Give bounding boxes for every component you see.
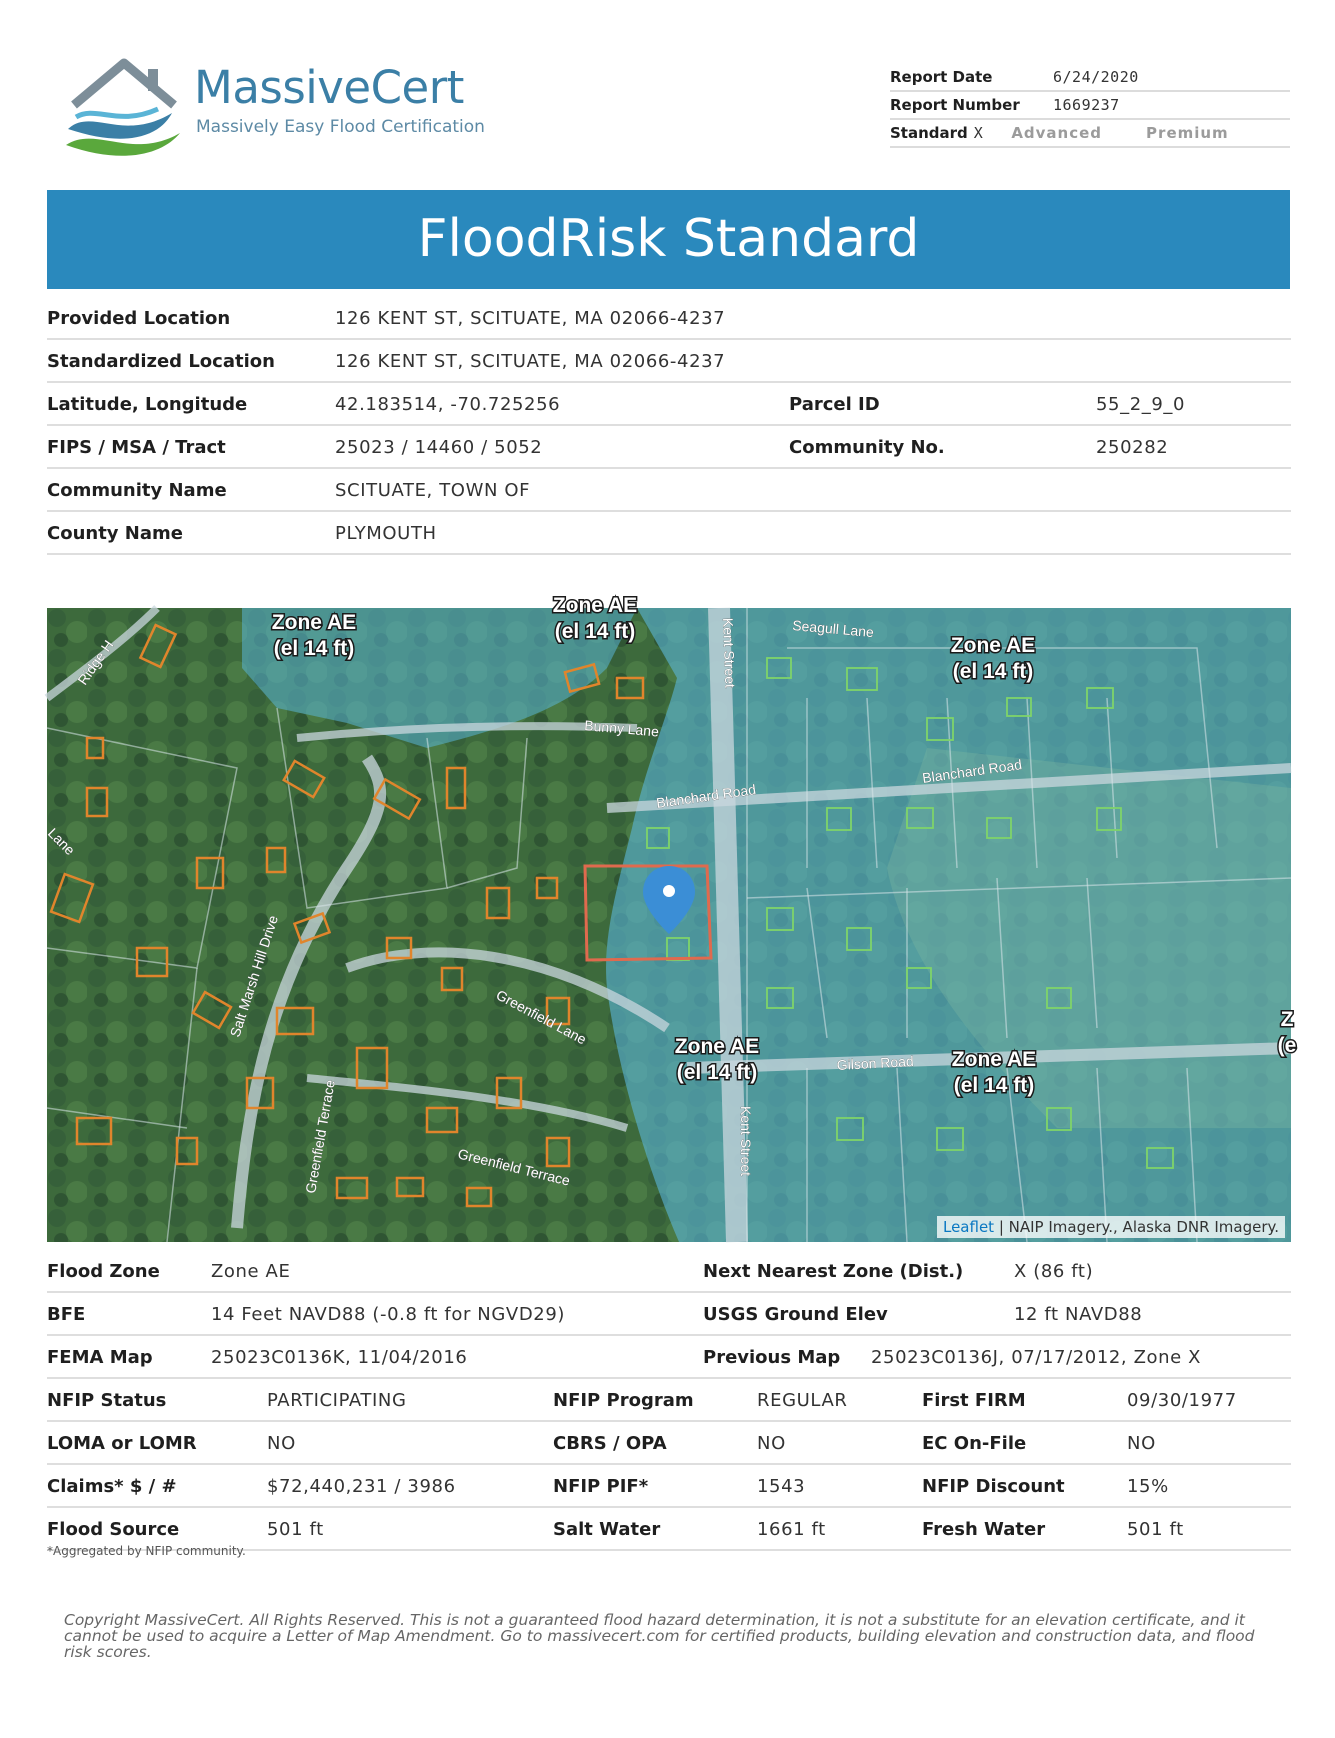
nfip-program-value: REGULAR (757, 1390, 848, 1411)
house-wave-logo-icon (62, 55, 192, 155)
community-name-label: Community Name (47, 480, 227, 501)
fips-row (47, 426, 1291, 469)
county-value: PLYMOUTH (335, 523, 437, 544)
claims-value: $72,440,231 / 3986 (267, 1476, 456, 1497)
copyright-notice: Copyright MassiveCert. All Rights Reserved. This is not a guaranteed flood hazard determination, it is not a substitute for an elevation certificate, and it cannot be used to acquire a Letter of Map Amendment. Go to massivecert.com for certified products, building elevation and construction data, and flood risk scores. (64, 1611, 1255, 1661)
standardized-location-label: Standardized Location (47, 351, 275, 372)
street-label-kent-north: Kent Street (720, 617, 739, 689)
fips-label: FIPS / MSA / Tract (47, 437, 226, 458)
county-row (47, 512, 1291, 555)
report-date-value: 6/24/2020 (1053, 68, 1139, 86)
community-name-value: SCITUATE, TOWN OF (335, 480, 531, 501)
report-tier-row (890, 120, 1290, 148)
first-firm-value: 09/30/1977 (1127, 1390, 1237, 1411)
pif-label: NFIP PIF* (553, 1476, 649, 1497)
report-number-row (890, 92, 1290, 120)
street-label-blanchard-east: Blanchard Road (921, 756, 1023, 786)
map-canvas[interactable] (44, 594, 1297, 1242)
standard-tier-mark: X (973, 124, 984, 142)
street-label-greenfield-terrace-west: Greenfield Terrace (302, 1078, 338, 1195)
latlon-row (47, 383, 1291, 426)
street-label-lane: Lane (44, 824, 79, 859)
flood-zone-value: Zone AE (211, 1261, 291, 1282)
provided-location-value: 126 KENT ST, SCITUATE, MA 02066-4237 (335, 308, 726, 329)
parcel-id-label: Parcel ID (789, 394, 880, 415)
street-label-ridge: Ridge H (74, 637, 117, 688)
county-label: County Name (47, 523, 183, 544)
community-no-value: 250282 (1096, 437, 1169, 458)
street-label-bunny: Bunny Lane (583, 717, 660, 740)
usgs-value: 12 ft NAVD88 (1014, 1304, 1143, 1325)
massivecert-logo (62, 55, 522, 155)
brand-tagline: Massively Easy Flood Certification (196, 117, 485, 137)
cbrs-value: NO (757, 1433, 786, 1454)
ec-value: NO (1127, 1433, 1156, 1454)
fema-map-row (47, 1336, 1291, 1379)
bfe-label: BFE (47, 1304, 86, 1325)
advanced-tier-label: Advanced (1011, 124, 1103, 142)
report-number-label: Report Number (890, 96, 1020, 114)
standard-tier-label: Standard (890, 124, 968, 142)
street-label-salt-marsh: Salt Marsh Hill Drive (226, 913, 282, 1039)
parcel-id-value: 55_2_9_0 (1096, 394, 1186, 415)
report-title: FloodRisk Standard (417, 209, 920, 269)
zone-label-top-el: (el 14 ft) (554, 620, 636, 643)
pif-value: 1543 (757, 1476, 806, 1497)
street-label-greenfield-lane: Greenfield Lane (493, 986, 590, 1048)
usgs-label: USGS Ground Elev (703, 1304, 888, 1325)
next-zone-label: Next Nearest Zone (Dist.) (703, 1261, 964, 1282)
report-number-value: 1669237 (1053, 96, 1120, 114)
fresh-water-label: Fresh Water (922, 1519, 1046, 1540)
report-meta (890, 64, 1290, 148)
salt-water-label: Salt Water (553, 1519, 661, 1540)
loma-label: LOMA or LOMR (47, 1433, 197, 1454)
zone-label-top: Zone AE (552, 594, 638, 617)
zone-label-ne-el: (el 14 ft) (952, 660, 1034, 683)
brand-name: MassiveCert (194, 61, 464, 114)
community-no-label: Community No. (789, 437, 945, 458)
street-label-seagull: Seagull Lane (791, 617, 875, 641)
discount-label: NFIP Discount (922, 1476, 1065, 1497)
standardized-location-value: 126 KENT ST, SCITUATE, MA 02066-4237 (335, 351, 726, 372)
flood-source-value: 501 ft (267, 1519, 324, 1540)
leaflet-link[interactable]: Leaflet (942, 1218, 995, 1236)
premium-tier-label: Premium (1146, 124, 1229, 142)
bfe-row (47, 1293, 1291, 1336)
community-name-row (47, 469, 1291, 512)
location-table (47, 297, 1291, 555)
flood-table (47, 1250, 1291, 1551)
flood-zone-map[interactable] (44, 594, 1297, 1242)
zone-label-center: Zone AE (674, 1035, 760, 1058)
loma-value: NO (267, 1433, 296, 1454)
nfip-status-label: NFIP Status (47, 1390, 167, 1411)
street-label-gilson: Gilson Road (836, 1052, 915, 1073)
provided-location-row (47, 297, 1291, 340)
zone-label-edge-el: (e (1277, 1034, 1297, 1057)
fema-map-value: 25023C0136K, 11/04/2016 (211, 1347, 468, 1368)
zone-label-edge: Z (1280, 1008, 1294, 1031)
claims-label: Claims* $ / # (47, 1476, 177, 1497)
report-title-banner (47, 190, 1290, 289)
latlon-label: Latitude, Longitude (47, 394, 248, 415)
zone-label-center-el: (el 14 ft) (676, 1061, 758, 1084)
discount-value: 15% (1127, 1476, 1169, 1497)
previous-map-value: 25023C0136J, 07/17/2012, Zone X (871, 1347, 1202, 1368)
aggregation-footnote: *Aggregated by NFIP community. (47, 1544, 246, 1558)
report-date-row (890, 64, 1290, 92)
nfip-program-label: NFIP Program (553, 1390, 694, 1411)
nfip-status-value: PARTICIPATING (267, 1390, 407, 1411)
claims-row (47, 1465, 1291, 1508)
zone-label-nw-el: (el 14 ft) (273, 637, 355, 660)
street-label-greenfield-terrace-south: Greenfield Terrace (456, 1145, 572, 1189)
bfe-value: 14 Feet NAVD88 (-0.8 ft for NGVD29) (211, 1304, 565, 1325)
flood-zone-row (47, 1250, 1291, 1293)
report-date-label: Report Date (890, 68, 993, 86)
loma-row (47, 1422, 1291, 1465)
fema-map-label: FEMA Map (47, 1347, 153, 1368)
map-attribution (937, 1216, 1285, 1238)
zone-label-ne: Zone AE (950, 634, 1036, 657)
fresh-water-value: 501 ft (1127, 1519, 1184, 1540)
provided-location-label: Provided Location (47, 308, 231, 329)
street-label-kent-south: Kent Street (738, 1106, 754, 1177)
zone-label-se: Zone AE (951, 1048, 1037, 1071)
imagery-credit: | NAIP Imagery., Alaska DNR Imagery. (994, 1218, 1279, 1236)
zone-label-nw: Zone AE (271, 611, 357, 634)
cbrs-label: CBRS / OPA (553, 1433, 667, 1454)
flood-zone-label: Flood Zone (47, 1261, 160, 1282)
nfip-status-row (47, 1379, 1291, 1422)
zone-label-se-el: (el 14 ft) (953, 1074, 1035, 1097)
standardized-location-row (47, 340, 1291, 383)
next-zone-value: X (86 ft) (1014, 1261, 1094, 1282)
ec-label: EC On-File (922, 1433, 1027, 1454)
flood-source-label: Flood Source (47, 1519, 180, 1540)
first-firm-label: First FIRM (922, 1390, 1026, 1411)
latlon-value: 42.183514, -70.725256 (335, 394, 561, 415)
previous-map-label: Previous Map (703, 1347, 841, 1368)
salt-water-value: 1661 ft (757, 1519, 826, 1540)
street-label-blanchard-west: Blanchard Road (655, 781, 757, 811)
fips-value: 25023 / 14460 / 5052 (335, 437, 543, 458)
